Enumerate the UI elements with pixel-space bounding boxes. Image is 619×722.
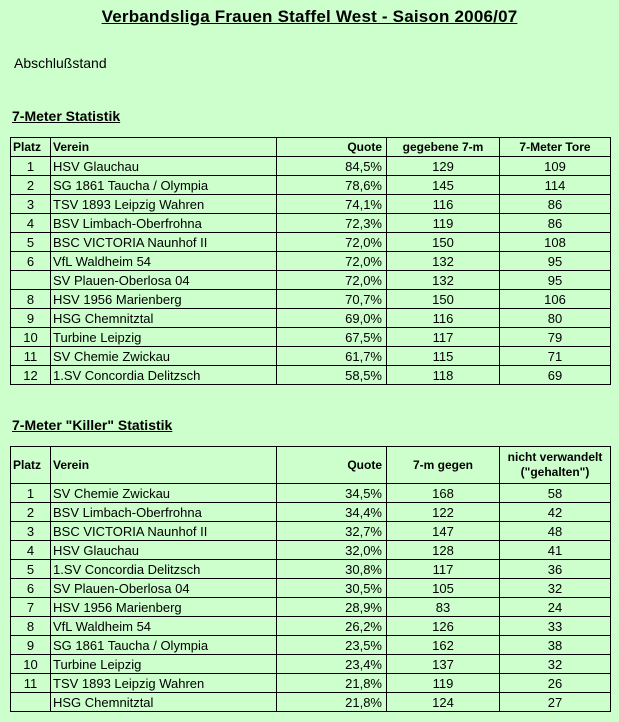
cell-verein: HSV Glauchau	[51, 157, 277, 176]
table-row	[11, 347, 611, 366]
cell-value-b: 42	[500, 503, 611, 522]
cell-quote: 72,3%	[277, 214, 387, 233]
cell-value-a: 105	[387, 579, 500, 598]
cell-value-a: 129	[387, 157, 500, 176]
page-title: Verbandsliga Frauen Staffel West - Saison 2006/07	[101, 7, 518, 26]
cell-value-b: 95	[500, 252, 611, 271]
cell-verein: Turbine Leipzig	[51, 655, 277, 674]
table-row	[11, 328, 611, 347]
cell-value-a: 168	[387, 484, 500, 503]
cell-verein: BSV Limbach-Oberfrohna	[51, 214, 277, 233]
cell-verein: Turbine Leipzig	[51, 328, 277, 347]
cell-verein: SG 1861 Taucha / Olympia	[51, 636, 277, 655]
cell-platz	[11, 693, 51, 712]
cell-value-a: 147	[387, 522, 500, 541]
cell-platz: 4	[11, 541, 51, 560]
cell-quote: 23,5%	[277, 636, 387, 655]
cell-value-b: 27	[500, 693, 611, 712]
cell-platz: 9	[11, 309, 51, 328]
cell-quote: 34,5%	[277, 484, 387, 503]
cell-platz: 8	[11, 617, 51, 636]
cell-verein: HSG Chemnitztal	[51, 309, 277, 328]
cell-quote: 84,5%	[277, 157, 387, 176]
cell-value-a: 145	[387, 176, 500, 195]
cell-value-a: 117	[387, 560, 500, 579]
cell-value-b: 48	[500, 522, 611, 541]
table-row	[11, 252, 611, 271]
cell-value-a: 119	[387, 214, 500, 233]
cell-verein: 1.SV Concordia Delitzsch	[51, 560, 277, 579]
cell-platz: 11	[11, 674, 51, 693]
cell-platz: 4	[11, 214, 51, 233]
table-row	[11, 157, 611, 176]
cell-value-b: 24	[500, 598, 611, 617]
cell-value-b: 32	[500, 579, 611, 598]
cell-platz: 5	[11, 233, 51, 252]
cell-quote: 23,4%	[277, 655, 387, 674]
cell-value-b: 38	[500, 636, 611, 655]
cell-value-a: 150	[387, 290, 500, 309]
table-row	[11, 233, 611, 252]
cell-platz: 10	[11, 328, 51, 347]
cell-verein: SG 1861 Taucha / Olympia	[51, 176, 277, 195]
cell-verein: TSV 1893 Leipzig Wahren	[51, 195, 277, 214]
cell-verein: SV Chemie Zwickau	[51, 484, 277, 503]
cell-verein: HSV Glauchau	[51, 541, 277, 560]
cell-verein: VfL Waldheim 54	[51, 252, 277, 271]
table-row	[11, 290, 611, 309]
table-row	[11, 655, 611, 674]
cell-platz: 10	[11, 655, 51, 674]
cell-verein: SV Plauen-Oberlosa 04	[51, 579, 277, 598]
cell-platz: 2	[11, 503, 51, 522]
cell-verein: BSC VICTORIA Naunhof II	[51, 233, 277, 252]
cell-value-a: 122	[387, 503, 500, 522]
table-row	[11, 271, 611, 290]
cell-value-a: 124	[387, 693, 500, 712]
cell-quote: 69,0%	[277, 309, 387, 328]
table-row	[11, 309, 611, 328]
page-subtitle: Abschlußstand	[14, 55, 107, 71]
cell-value-b: 58	[500, 484, 611, 503]
header-7m-gegen: 7-m gegen	[387, 447, 500, 484]
table-row	[11, 522, 611, 541]
cell-value-a: 132	[387, 252, 500, 271]
cell-value-a: 116	[387, 195, 500, 214]
cell-quote: 32,7%	[277, 522, 387, 541]
cell-verein: HSV 1956 Marienberg	[51, 598, 277, 617]
header-verein: Verein	[51, 447, 277, 484]
cell-value-b: 36	[500, 560, 611, 579]
header-7m-tore: 7-Meter Tore	[500, 138, 611, 157]
cell-value-a: 117	[387, 328, 500, 347]
cell-value-a: 137	[387, 655, 500, 674]
table-row	[11, 579, 611, 598]
cell-value-a: 83	[387, 598, 500, 617]
cell-value-b: 79	[500, 328, 611, 347]
cell-quote: 70,7%	[277, 290, 387, 309]
cell-quote: 78,6%	[277, 176, 387, 195]
cell-quote: 32,0%	[277, 541, 387, 560]
section-title-7m-statistik: 7-Meter Statistik	[12, 108, 121, 124]
cell-quote: 26,2%	[277, 617, 387, 636]
table-row	[11, 598, 611, 617]
table-7m-killer-statistik	[10, 446, 611, 712]
cell-platz: 8	[11, 290, 51, 309]
cell-value-b: 41	[500, 541, 611, 560]
cell-platz: 2	[11, 176, 51, 195]
header-platz: Platz	[11, 138, 51, 157]
table-row	[11, 674, 611, 693]
cell-value-b: 33	[500, 617, 611, 636]
cell-verein: HSV 1956 Marienberg	[51, 290, 277, 309]
cell-platz: 1	[11, 157, 51, 176]
cell-quote: 72,0%	[277, 271, 387, 290]
cell-verein: SV Chemie Zwickau	[51, 347, 277, 366]
header-gegebene-7m: gegebene 7-m	[387, 138, 500, 157]
cell-value-b: 71	[500, 347, 611, 366]
cell-platz: 7	[11, 598, 51, 617]
cell-quote: 21,8%	[277, 693, 387, 712]
cell-value-b: 26	[500, 674, 611, 693]
cell-platz: 6	[11, 579, 51, 598]
cell-value-a: 132	[387, 271, 500, 290]
table-row	[11, 560, 611, 579]
cell-value-a: 128	[387, 541, 500, 560]
cell-verein: VfL Waldheim 54	[51, 617, 277, 636]
cell-verein: HSG Chemnitztal	[51, 693, 277, 712]
cell-platz: 12	[11, 366, 51, 385]
cell-quote: 34,4%	[277, 503, 387, 522]
cell-verein: 1.SV Concordia Delitzsch	[51, 366, 277, 385]
cell-platz: 3	[11, 522, 51, 541]
table-row	[11, 366, 611, 385]
cell-quote: 21,8%	[277, 674, 387, 693]
cell-value-b: 109	[500, 157, 611, 176]
table-row	[11, 636, 611, 655]
cell-value-a: 126	[387, 617, 500, 636]
header-platz: Platz	[11, 447, 51, 484]
cell-platz: 11	[11, 347, 51, 366]
cell-platz: 3	[11, 195, 51, 214]
table-row	[11, 214, 611, 233]
cell-quote: 74,1%	[277, 195, 387, 214]
table-7m-statistik	[10, 137, 611, 385]
cell-value-a: 162	[387, 636, 500, 655]
table-row	[11, 195, 611, 214]
cell-value-b: 86	[500, 214, 611, 233]
cell-value-b: 32	[500, 655, 611, 674]
cell-value-b: 86	[500, 195, 611, 214]
table-row	[11, 484, 611, 503]
cell-verein: BSC VICTORIA Naunhof II	[51, 522, 277, 541]
cell-verein: BSV Limbach-Oberfrohna	[51, 503, 277, 522]
cell-quote: 58,5%	[277, 366, 387, 385]
table-row	[11, 693, 611, 712]
section-title-7m-killer-statistik: 7-Meter "Killer" Statistik	[12, 417, 173, 433]
table-row	[11, 617, 611, 636]
header-verein: Verein	[51, 138, 277, 157]
cell-value-a: 115	[387, 347, 500, 366]
cell-quote: 67,5%	[277, 328, 387, 347]
table-header-row	[11, 447, 611, 484]
cell-value-a: 150	[387, 233, 500, 252]
cell-value-b: 108	[500, 233, 611, 252]
table-row	[11, 176, 611, 195]
cell-value-b: 114	[500, 176, 611, 195]
cell-value-b: 106	[500, 290, 611, 309]
cell-quote: 72,0%	[277, 233, 387, 252]
cell-quote: 61,7%	[277, 347, 387, 366]
cell-platz: 1	[11, 484, 51, 503]
cell-platz: 5	[11, 560, 51, 579]
table-row	[11, 503, 611, 522]
cell-value-a: 118	[387, 366, 500, 385]
cell-verein: SV Plauen-Oberlosa 04	[51, 271, 277, 290]
cell-value-b: 69	[500, 366, 611, 385]
table-header-row	[11, 138, 611, 157]
header-quote: Quote	[277, 447, 387, 484]
table-row	[11, 541, 611, 560]
cell-value-a: 116	[387, 309, 500, 328]
cell-quote: 30,8%	[277, 560, 387, 579]
cell-verein: TSV 1893 Leipzig Wahren	[51, 674, 277, 693]
cell-quote: 72,0%	[277, 252, 387, 271]
cell-platz	[11, 271, 51, 290]
cell-platz: 9	[11, 636, 51, 655]
header-quote: Quote	[277, 138, 387, 157]
cell-quote: 28,9%	[277, 598, 387, 617]
cell-quote: 30,5%	[277, 579, 387, 598]
cell-value-b: 80	[500, 309, 611, 328]
cell-platz: 6	[11, 252, 51, 271]
header-nicht-verwandelt: nicht verwandelt ("gehalten")	[500, 447, 611, 484]
cell-value-b: 95	[500, 271, 611, 290]
cell-value-a: 119	[387, 674, 500, 693]
